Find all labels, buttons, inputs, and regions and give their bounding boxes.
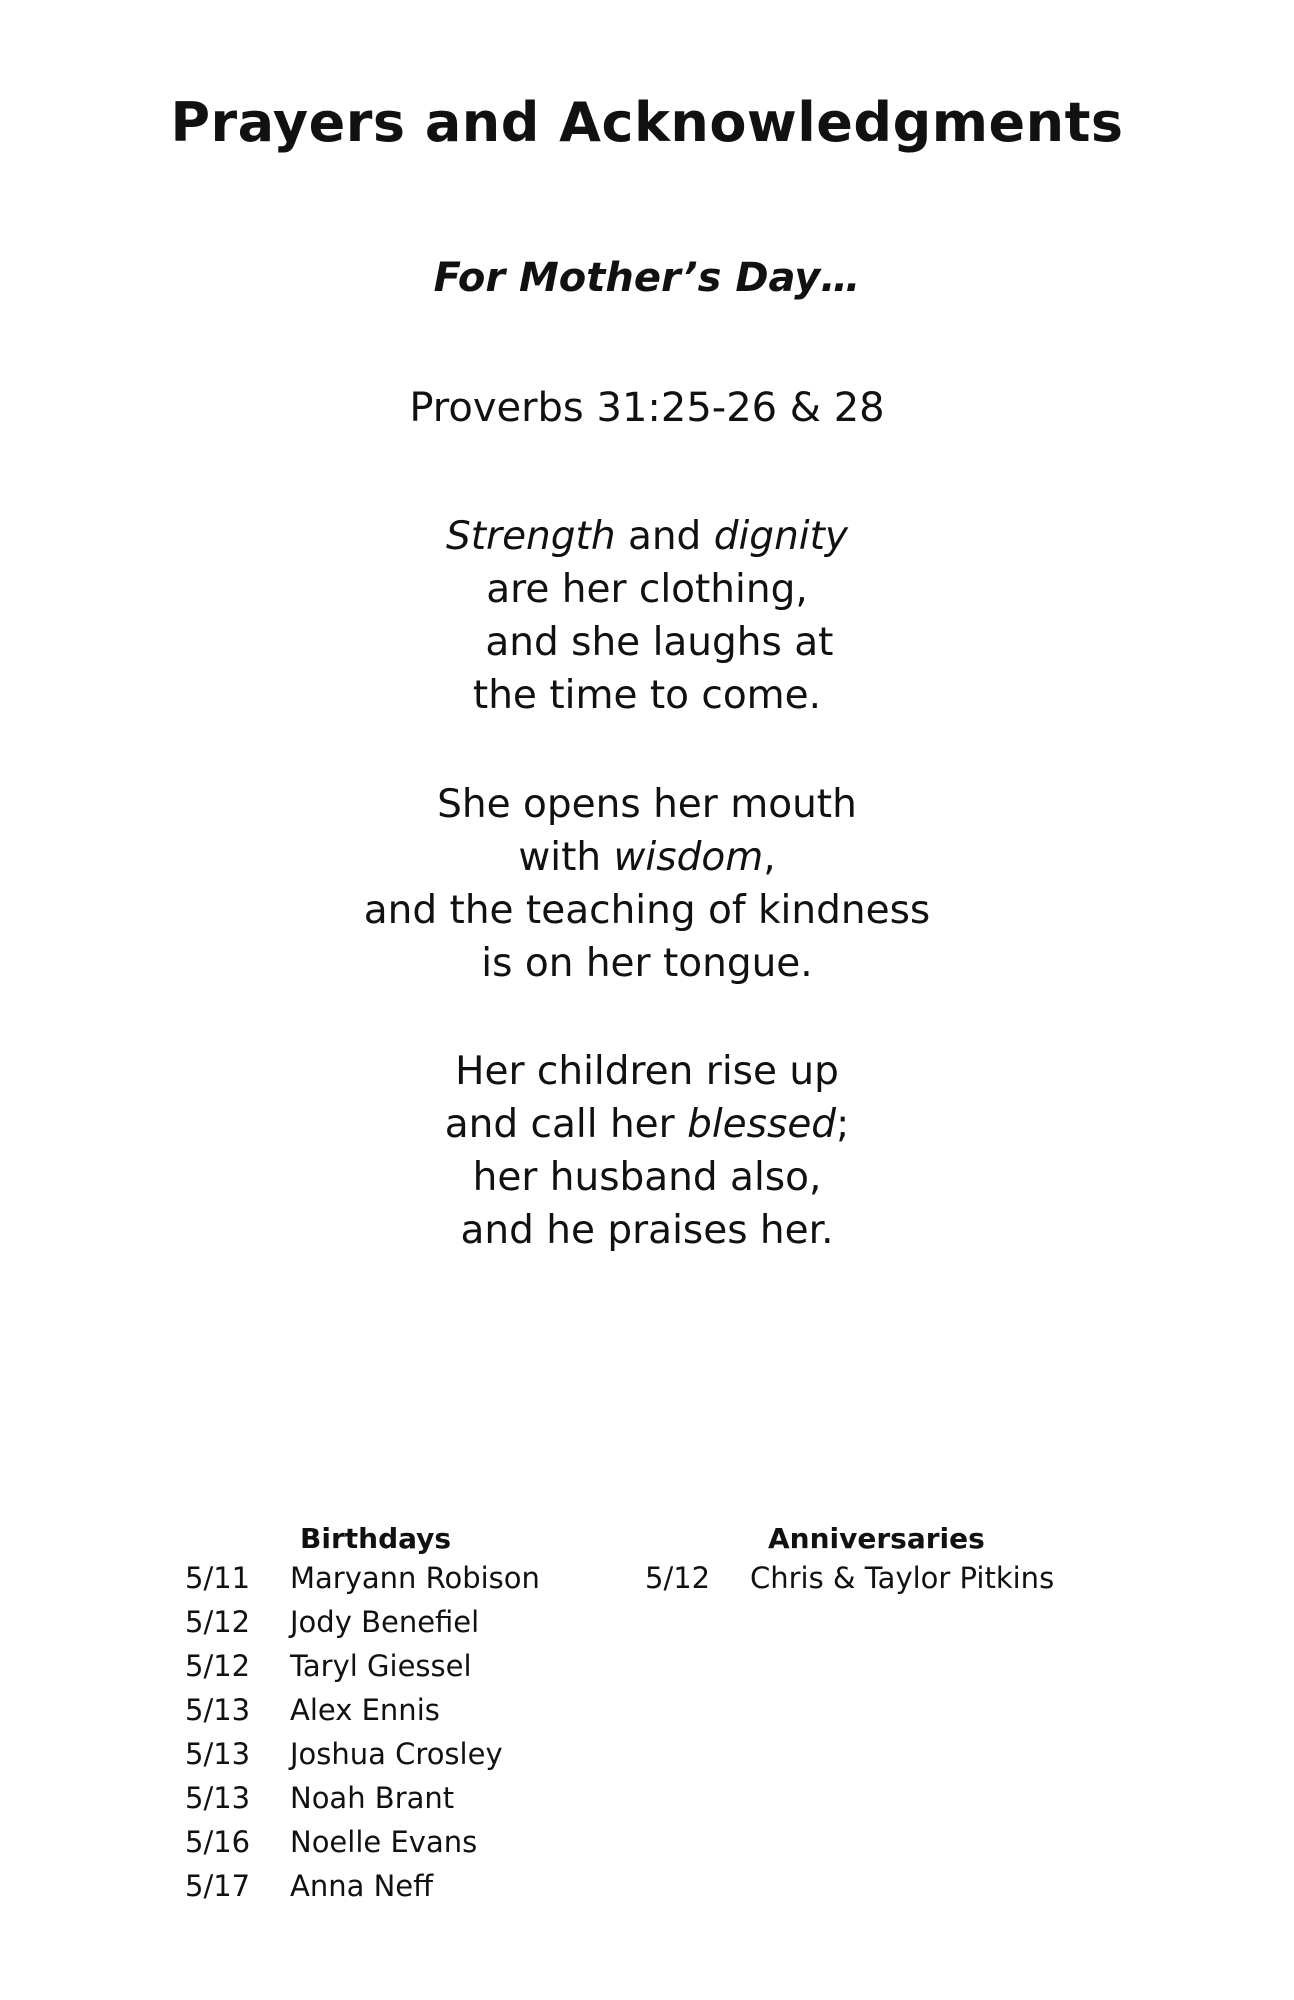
verse-emphasis: dignity — [713, 514, 848, 559]
entry-date: 5/12 — [185, 1649, 251, 1683]
verse-emphasis: blessed — [687, 1102, 837, 1147]
entry-name: Alex Ennis — [290, 1693, 440, 1727]
birthday-entry — [185, 1556, 540, 1600]
entry-name: Joshua Crosley — [290, 1737, 503, 1771]
verse-stanza-3 — [0, 1045, 1294, 1257]
verse-line: Her children rise up — [455, 1049, 839, 1094]
verse-line: the time to come. — [472, 673, 822, 718]
verse-emphasis: wisdom — [613, 835, 764, 880]
verse-text: and — [615, 514, 714, 559]
entry-name: Noelle Evans — [290, 1825, 478, 1859]
verse-line: She opens her mouth — [437, 782, 857, 827]
birthday-entry — [185, 1688, 540, 1732]
verse-line — [0, 1098, 1294, 1151]
entry-date: 5/13 — [185, 1737, 251, 1771]
entry-name: Maryann Robison — [290, 1561, 540, 1595]
verse-line: and he praises her. — [460, 1208, 834, 1253]
verse-line — [0, 510, 1294, 563]
birthday-list — [185, 1556, 540, 1908]
birthday-entry — [185, 1776, 540, 1820]
verse-line: and the teaching of kindness — [363, 888, 931, 933]
verse-line — [0, 831, 1294, 884]
entry-name: Anna Neff — [290, 1869, 434, 1903]
verse-line: her husband also, — [472, 1155, 822, 1200]
verse-text: with — [518, 835, 614, 880]
verse-text: and call her — [444, 1102, 688, 1147]
scripture-reference: Proverbs 31:25-26 & 28 — [409, 385, 885, 431]
entry-date: 5/12 — [645, 1561, 711, 1595]
entry-date: 5/16 — [185, 1825, 251, 1859]
birthday-entry — [185, 1644, 540, 1688]
verse-text: ; — [836, 1102, 850, 1147]
birthday-entry — [185, 1600, 540, 1644]
entry-date: 5/13 — [185, 1781, 251, 1815]
anniversaries-heading: Anniversaries — [768, 1522, 985, 1555]
verse-text: , — [763, 835, 776, 880]
entry-name: Chris & Taylor Pitkins — [750, 1561, 1055, 1595]
birthday-entry — [185, 1732, 540, 1776]
entry-name: Taryl Giessel — [290, 1649, 472, 1683]
verse-line: is on her tongue. — [481, 941, 813, 986]
entry-date: 5/13 — [185, 1693, 251, 1727]
anniversary-list — [645, 1556, 1054, 1600]
entry-date: 5/12 — [185, 1605, 251, 1639]
entry-name: Jody Benefiel — [290, 1605, 480, 1639]
verse-line: are her clothing, — [486, 567, 808, 612]
verse-emphasis: Strength — [445, 514, 616, 559]
page-title: Prayers and Acknowledgments — [170, 91, 1124, 155]
birthday-entry — [185, 1820, 540, 1864]
entry-name: Noah Brant — [290, 1781, 455, 1815]
verse-stanza-2 — [0, 778, 1294, 990]
anniversary-entry — [645, 1556, 1054, 1600]
birthday-entry — [185, 1864, 540, 1908]
verse-stanza-1 — [0, 510, 1294, 722]
verse-line: and she laughs at — [460, 620, 834, 665]
birthdays-heading: Birthdays — [300, 1522, 452, 1555]
subtitle: For Mother’s Day… — [433, 255, 861, 301]
entry-date: 5/11 — [185, 1561, 251, 1595]
entry-date: 5/17 — [185, 1869, 251, 1903]
